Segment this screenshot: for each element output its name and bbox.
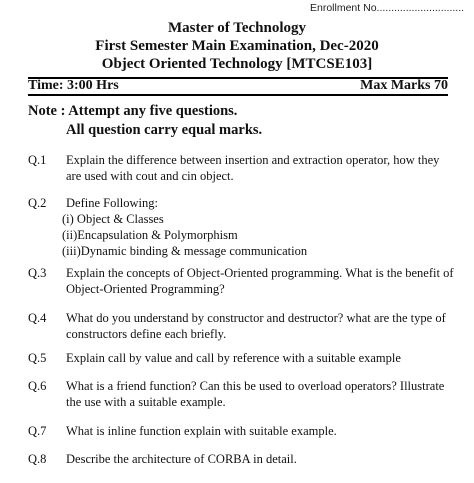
question-subitem: (i) Object & Classes [62,212,164,226]
enrollment-number-field: Enrollment No.............................. [310,2,465,14]
question-text: What do you understand by constructor and destructor? what are the type of constructors define each briefly. [66,311,446,341]
question-number: Q.5 [28,351,47,365]
question-number: Q.3 [28,266,47,280]
question-text: What is a friend function? Can this be used to overload operators? Illustrate the use with a suitable example. [66,379,445,409]
question-text: Describe the architecture of CORBA in detail. [66,452,297,466]
program-title: Master of Technology [167,20,307,36]
time-marks-row [28,78,448,94]
note-line-1: Note : Attempt any five questions. [28,103,238,119]
question-number: Q.4 [28,311,47,325]
question-text: Explain the concepts of Object-Oriented programming. What is the benefit of Object-Oriented Programming? [66,266,454,296]
exam-title: First Semester Main Examination, Dec-2020 [95,38,379,54]
question-number: Q.8 [28,452,47,466]
question-text: Define Following: [66,196,159,210]
question-subitem: (ii)Encapsulation & Polymorphism [62,228,238,242]
question-text: What is inline function explain with suitable example. [66,424,337,438]
question-subitem: (iii)Dynamic binding & message communication [62,244,308,258]
question-number: Q.2 [28,196,47,210]
question-body [62,195,454,259]
subject-title: Object Oriented Technology [MTCSE103] [101,56,373,72]
question-text: Explain call by value and call by reference with a suitable example [66,351,401,365]
question-text: Explain the difference between insertion and extraction operator, how they are used with cout and cin object. [66,153,440,183]
question-number: Q.6 [28,379,47,393]
bottom-rule [28,94,448,96]
max-marks-label: Max Marks 70 [360,78,448,93]
time-label: Time: 3:00 Hrs [28,78,119,93]
note-line-2: All question carry equal marks. [66,122,263,138]
question-number: Q.7 [28,424,47,438]
instructions-note [28,103,263,138]
question-number: Q.1 [28,153,47,167]
